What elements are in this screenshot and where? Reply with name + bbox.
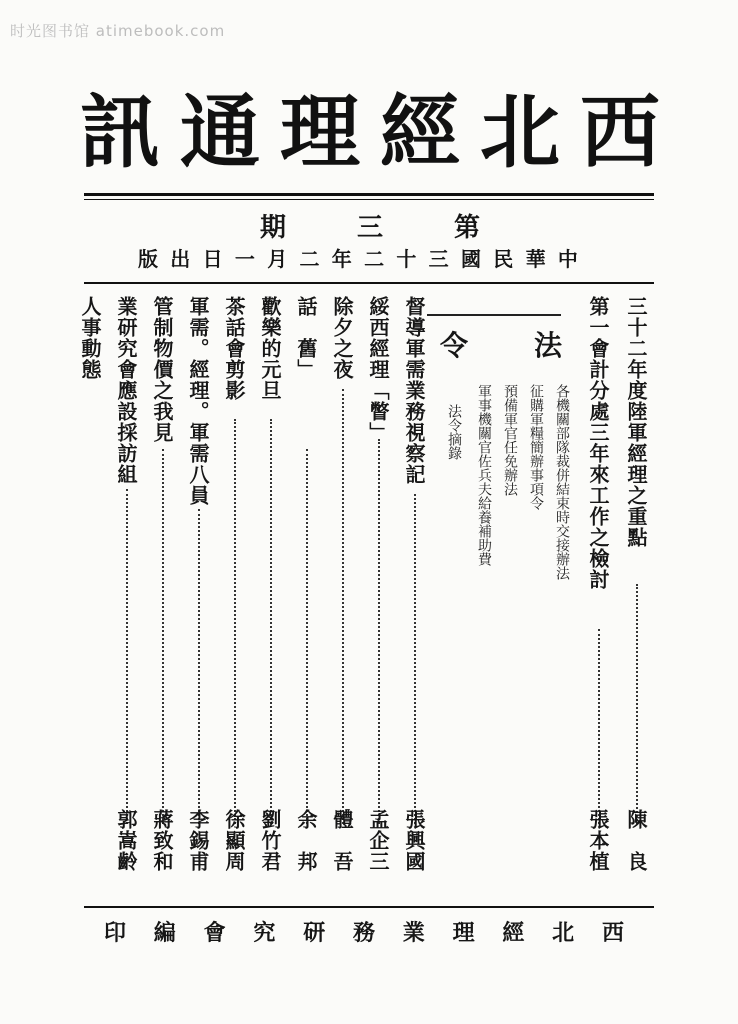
law-item: 各機關部隊裁併結束時交接辦法 bbox=[554, 384, 570, 580]
issue-char: 期 bbox=[260, 213, 287, 243]
toc-title: 督導軍需業務視察記 bbox=[402, 296, 426, 485]
date-char: 三 bbox=[428, 247, 449, 271]
toc-author: 陳 良 bbox=[624, 809, 648, 872]
publisher-char: 理 bbox=[452, 920, 475, 946]
publisher-char: 務 bbox=[352, 920, 375, 946]
title-rule-bottom bbox=[84, 199, 654, 200]
date-char: 民 bbox=[493, 247, 514, 271]
toc-entry bbox=[400, 294, 430, 872]
toc-author: 蔣致和 bbox=[150, 809, 174, 872]
leader-dots bbox=[198, 509, 200, 824]
title-char: 訊 bbox=[80, 85, 160, 179]
toc-title: 歡樂的元旦 bbox=[258, 296, 282, 401]
toc-author: 體 吾 bbox=[330, 809, 354, 872]
date-char: 一 bbox=[234, 247, 255, 271]
publisher-line bbox=[104, 916, 624, 947]
toc-title: 話 舊」 bbox=[294, 296, 318, 380]
watermark: 时光图书馆 atimebook.com bbox=[10, 22, 226, 40]
toc-author: 孟企三 bbox=[366, 809, 390, 872]
title-char: 經 bbox=[380, 85, 460, 179]
title-char: 北 bbox=[480, 85, 560, 179]
date-char: 版 bbox=[138, 247, 158, 271]
date-char: 年 bbox=[331, 247, 352, 271]
title-rule-top bbox=[84, 193, 654, 196]
footer-rule bbox=[84, 906, 654, 908]
law-item: 軍事機關官佐兵夫給養補助費 bbox=[476, 384, 492, 566]
section-box-rule bbox=[427, 314, 561, 317]
issue-char: 三 bbox=[356, 213, 383, 243]
toc-title: 第一會計分處三年來工作之檢討 bbox=[586, 296, 610, 590]
title-char: 通 bbox=[180, 85, 260, 179]
toc-author: 張本植 bbox=[586, 809, 610, 872]
date-char: 國 bbox=[460, 247, 481, 271]
date-char: 二 bbox=[364, 247, 385, 271]
publisher-char: 印 bbox=[104, 920, 127, 946]
toc-author: 張興國 bbox=[402, 809, 426, 872]
date-char: 十 bbox=[396, 247, 417, 271]
toc-author: 郭嵩齡 bbox=[114, 809, 138, 872]
date-char: 中 bbox=[557, 247, 578, 271]
toc-entry bbox=[622, 294, 652, 872]
title-char: 理 bbox=[280, 85, 360, 179]
publisher-char: 會 bbox=[203, 920, 226, 946]
toc-author: 余 邦 bbox=[294, 809, 318, 872]
leader-dots bbox=[234, 419, 236, 824]
toc-entry bbox=[292, 294, 322, 872]
date-char: 華 bbox=[525, 247, 546, 271]
toc-entry bbox=[364, 294, 394, 872]
toc-entry bbox=[76, 294, 106, 872]
toc-entry bbox=[184, 294, 214, 872]
law-item: 法令摘錄 bbox=[446, 404, 462, 460]
publisher-char: 編 bbox=[153, 920, 176, 946]
publisher-char: 研 bbox=[303, 920, 326, 946]
leader-dots bbox=[636, 584, 638, 824]
toc-entry bbox=[256, 294, 286, 872]
leader-dots bbox=[414, 494, 416, 824]
toc-author: 劉竹君 bbox=[258, 809, 282, 872]
publisher-char: 北 bbox=[552, 920, 575, 946]
section-heading: 令 bbox=[440, 329, 469, 362]
date-char: 出 bbox=[170, 247, 191, 271]
law-item: 預備軍官任免辦法 bbox=[502, 384, 518, 496]
leader-dots bbox=[378, 439, 380, 824]
toc-author: 徐顯周 bbox=[222, 809, 246, 872]
toc-title: 三十二年度陸軍經理之重點 bbox=[624, 296, 648, 548]
toc-entry bbox=[220, 294, 250, 872]
publisher-char: 究 bbox=[253, 920, 276, 946]
leader-dots bbox=[306, 449, 308, 824]
publication-date bbox=[138, 243, 578, 272]
table-of-contents bbox=[74, 294, 656, 872]
leader-dots bbox=[270, 419, 272, 824]
header-rule bbox=[84, 282, 654, 284]
toc-title: 軍需。經理。軍需八員 bbox=[186, 296, 210, 506]
leader-dots bbox=[598, 629, 600, 824]
law-item: 征購軍糧簡辦事項令 bbox=[528, 384, 544, 510]
toc-title: 茶話會剪影 bbox=[222, 296, 246, 401]
section-heading: 法 bbox=[534, 329, 563, 362]
date-char: 日 bbox=[202, 247, 223, 271]
leader-dots bbox=[342, 389, 344, 824]
leader-dots bbox=[162, 449, 164, 824]
title-char: 西 bbox=[580, 85, 660, 179]
masthead-title bbox=[80, 85, 660, 179]
toc-title: 管制物價之我見 bbox=[150, 296, 174, 443]
leader-dots bbox=[126, 489, 128, 824]
issue-number bbox=[260, 207, 480, 244]
toc-entry bbox=[112, 294, 142, 872]
publisher-char: 業 bbox=[402, 920, 425, 946]
toc-entry bbox=[148, 294, 178, 872]
toc-author: 李錫甫 bbox=[186, 809, 210, 872]
toc-title: 除夕之夜 bbox=[330, 296, 354, 380]
toc-title: 綏西經理「瞥」 bbox=[366, 296, 390, 443]
toc-entry bbox=[584, 294, 614, 872]
toc-title: 人事動態 bbox=[78, 296, 102, 380]
toc-title: 業研究會應設採訪組 bbox=[114, 296, 138, 485]
date-char: 二 bbox=[299, 247, 320, 271]
date-char: 月 bbox=[267, 247, 288, 271]
publisher-char: 經 bbox=[502, 920, 525, 946]
issue-char: 第 bbox=[453, 213, 480, 243]
publisher-char: 西 bbox=[601, 920, 624, 946]
toc-entry bbox=[328, 294, 358, 872]
